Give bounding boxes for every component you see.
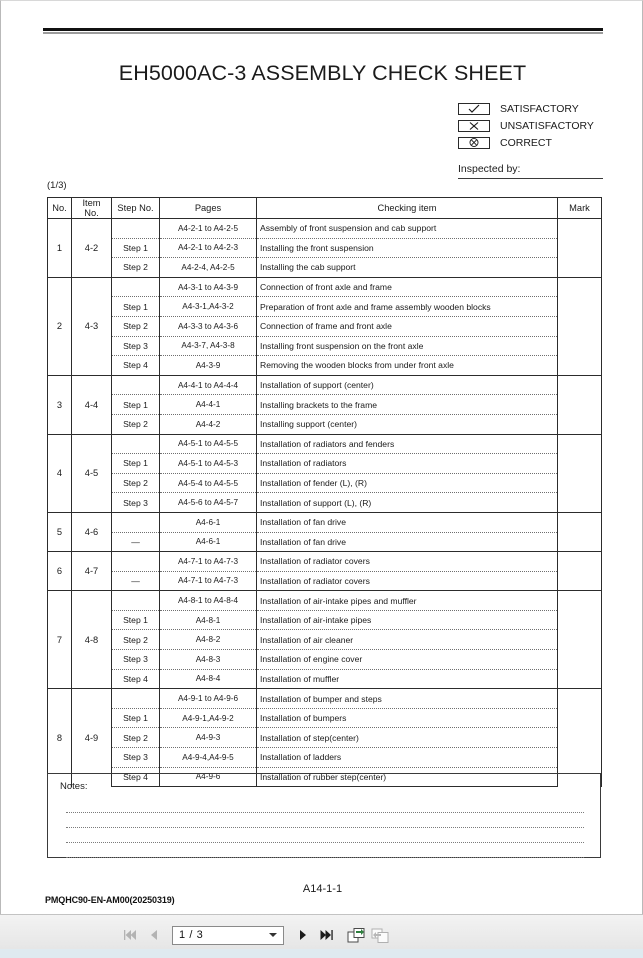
cell-item-no: 4-2 — [72, 219, 112, 278]
cell-pages: A4-3-9 — [160, 356, 257, 376]
note-line[interactable] — [66, 828, 584, 843]
table-row — [48, 316, 602, 336]
notes-label: Notes: — [60, 781, 88, 792]
page-number-input[interactable] — [172, 926, 284, 945]
cell-item-no: 4-8 — [72, 591, 112, 689]
cell-mark[interactable] — [558, 591, 602, 689]
cell-checking-item: Installing the cab support — [257, 258, 558, 278]
cell-pages: A4-9-1,A4-9-2 — [160, 708, 257, 728]
table-row — [48, 297, 602, 317]
column-header-mark: Mark — [558, 198, 602, 219]
table-row — [48, 532, 602, 552]
cell-pages: A4-4-2 — [160, 414, 257, 434]
cell-checking-item: Installation of ladders — [257, 748, 558, 768]
table-row — [48, 571, 602, 591]
table-row — [48, 454, 602, 474]
table-row — [48, 591, 602, 611]
cell-pages: A4-7-1 to A4-7-3 — [160, 571, 257, 591]
cell-pages: A4-8-1 to A4-8-4 — [160, 591, 257, 611]
cell-pages: A4-2-1 to A4-2-5 — [160, 219, 257, 239]
cell-pages: A4-5-4 to A4-5-5 — [160, 473, 257, 493]
cell-step-no: Step 2 — [112, 728, 160, 748]
viewer-toolbar — [0, 914, 643, 958]
next-page-button[interactable] — [290, 924, 314, 946]
table-row — [48, 238, 602, 258]
mark-legend — [458, 101, 608, 152]
cell-step-no: Step 3 — [112, 650, 160, 670]
note-line[interactable] — [66, 843, 584, 858]
cell-pages: A4-3-1 to A4-3-9 — [160, 277, 257, 297]
table-row — [48, 610, 602, 630]
first-page-button[interactable] — [118, 924, 142, 946]
cell-checking-item: Installation of muffler — [257, 669, 558, 689]
cell-checking-item: Installation of radiator covers — [257, 552, 558, 572]
sheet-index-label: (1/3) — [47, 180, 67, 191]
cell-item-no: 4-6 — [72, 512, 112, 551]
page-title: EH5000AC-3 ASSEMBLY CHECK SHEET — [118, 61, 527, 85]
cell-item-no: 4-3 — [72, 277, 112, 375]
cell-step-no: Step 2 — [112, 316, 160, 336]
legend-row-satisfactory — [458, 101, 608, 117]
cell-checking-item: Installation of fender (L), (R) — [257, 473, 558, 493]
cell-step-no: Step 2 — [112, 414, 160, 434]
cell-pages: A4-8-3 — [160, 650, 257, 670]
table-row — [48, 395, 602, 415]
cell-checking-item: Installing front suspension on the front axle — [257, 336, 558, 356]
cell-step-no: Step 1 — [112, 610, 160, 630]
cell-checking-item: Installation of fan drive — [257, 512, 558, 532]
table-row — [48, 689, 602, 709]
cell-pages: A4-2-1 to A4-2-3 — [160, 238, 257, 258]
inspected-by-field: Inspected by: — [458, 163, 603, 179]
cell-pages: A4-8-4 — [160, 669, 257, 689]
cell-pages: A4-4-1 — [160, 395, 257, 415]
cell-step-no — [112, 434, 160, 454]
cell-step-no: — — [112, 571, 160, 591]
cell-step-no — [112, 689, 160, 709]
cell-no: 1 — [48, 219, 72, 278]
note-line[interactable] — [66, 813, 584, 828]
cell-pages: A4-2-4, A4-2-5 — [160, 258, 257, 278]
cell-checking-item: Installation of engine cover — [257, 650, 558, 670]
table-row — [48, 493, 602, 513]
cell-checking-item: Installation of radiators and fenders — [257, 434, 558, 454]
cell-step-no — [112, 552, 160, 572]
column-header-checking: Checking item — [257, 198, 558, 219]
cell-checking-item: Installation of air-intake pipes — [257, 610, 558, 630]
cell-pages: A4-3-1,A4-3-2 — [160, 297, 257, 317]
cell-step-no: Step 3 — [112, 336, 160, 356]
cell-checking-item: Connection of front axle and frame — [257, 277, 558, 297]
cell-pages: A4-6-1 — [160, 512, 257, 532]
cell-item-no: 4-5 — [72, 434, 112, 512]
cell-checking-item: Installation of support (L), (R) — [257, 493, 558, 513]
cell-no: 6 — [48, 552, 72, 591]
cell-checking-item: Connection of frame and front axle — [257, 316, 558, 336]
last-page-button[interactable] — [314, 924, 338, 946]
cell-step-no: Step 4 — [112, 356, 160, 376]
header-rule-thick — [43, 28, 603, 31]
cell-pages: A4-3-3 to A4-3-6 — [160, 316, 257, 336]
cell-step-no: Step 4 — [112, 767, 160, 787]
cell-no: 8 — [48, 689, 72, 787]
cell-mark[interactable] — [558, 277, 602, 375]
cell-item-no: 4-4 — [72, 375, 112, 434]
table-row — [48, 669, 602, 689]
table-row — [48, 414, 602, 434]
page-number-value: 1 / 3 — [179, 929, 204, 941]
cell-step-no — [112, 219, 160, 239]
table-row — [48, 552, 602, 572]
cell-step-no: Step 2 — [112, 473, 160, 493]
next-view-button[interactable] — [368, 924, 392, 946]
cell-checking-item: Installation of rubber step(center) — [257, 767, 558, 787]
cell-mark[interactable] — [558, 434, 602, 512]
column-header-no: No. — [48, 198, 72, 219]
cell-no: 4 — [48, 434, 72, 512]
cell-step-no: Step 1 — [112, 297, 160, 317]
x-mark-icon — [458, 120, 490, 132]
cell-checking-item: Installing brackets to the frame — [257, 395, 558, 415]
page-reference: A14-1-1 — [302, 883, 343, 895]
legend-label-unsatisfactory: UNSATISFACTORY — [500, 119, 594, 132]
cell-pages: A4-5-6 to A4-5-7 — [160, 493, 257, 513]
cell-checking-item: Installation of fan drive — [257, 532, 558, 552]
table-row — [48, 356, 602, 376]
table-row — [48, 512, 602, 532]
cell-mark[interactable] — [558, 552, 602, 591]
cell-step-no: Step 1 — [112, 708, 160, 728]
cell-pages: A4-5-1 to A4-5-3 — [160, 454, 257, 474]
cell-checking-item: Installing the front suspension — [257, 238, 558, 258]
cell-checking-item: Installation of radiators — [257, 454, 558, 474]
cell-mark[interactable] — [558, 512, 602, 551]
cell-step-no: Step 2 — [112, 630, 160, 650]
table-row — [48, 336, 602, 356]
table-row — [48, 708, 602, 728]
cell-mark[interactable] — [558, 219, 602, 278]
cell-step-no — [112, 277, 160, 297]
note-line[interactable] — [66, 798, 584, 813]
cell-checking-item: Installation of air-intake pipes and muffler — [257, 591, 558, 611]
previous-page-button[interactable] — [142, 924, 166, 946]
cell-step-no — [112, 512, 160, 532]
legend-row-correct — [458, 135, 608, 151]
circled-x-mark-icon — [458, 137, 490, 149]
cell-pages: A4-5-1 to A4-5-5 — [160, 434, 257, 454]
cell-step-no: — — [112, 532, 160, 552]
table-row — [48, 375, 602, 395]
cell-no: 5 — [48, 512, 72, 551]
cell-no: 7 — [48, 591, 72, 689]
previous-view-button[interactable] — [344, 924, 368, 946]
cell-checking-item: Installation of air cleaner — [257, 630, 558, 650]
cell-no: 3 — [48, 375, 72, 434]
cell-pages: A4-9-6 — [160, 767, 257, 787]
legend-label-satisfactory: SATISFACTORY — [500, 102, 579, 115]
cell-pages: A4-8-2 — [160, 630, 257, 650]
column-header-item-no: Item No. — [72, 198, 112, 219]
cell-checking-item: Installation of radiator covers — [257, 571, 558, 591]
cell-checking-item: Installation of step(center) — [257, 728, 558, 748]
table-row — [48, 258, 602, 278]
notes-box — [47, 773, 601, 858]
header-rule-thin — [43, 32, 603, 34]
table-row — [48, 650, 602, 670]
cell-item-no: 4-9 — [72, 689, 112, 787]
cell-pages: A4-9-1 to A4-9-6 — [160, 689, 257, 709]
cell-checking-item: Removing the wooden blocks from under front axle — [257, 356, 558, 376]
table-row — [48, 219, 602, 239]
cell-checking-item: Assembly of front suspension and cab support — [257, 219, 558, 239]
chevron-down-icon[interactable] — [269, 933, 277, 937]
cell-checking-item: Preparation of front axle and frame assembly wooden blocks — [257, 297, 558, 317]
cell-item-no: 4-7 — [72, 552, 112, 591]
legend-label-correct: CORRECT — [500, 136, 552, 149]
header-rule — [43, 28, 603, 34]
cell-pages: A4-7-1 to A4-7-3 — [160, 552, 257, 572]
cell-checking-item: Installing support (center) — [257, 414, 558, 434]
table-row — [48, 630, 602, 650]
cell-checking-item: Installation of bumpers — [257, 708, 558, 728]
table-row — [48, 728, 602, 748]
table-row — [48, 748, 602, 768]
column-header-step-no: Step No. — [112, 198, 160, 219]
cell-pages: A4-9-4,A4-9-5 — [160, 748, 257, 768]
cell-step-no: Step 1 — [112, 238, 160, 258]
cell-checking-item: Installation of support (center) — [257, 375, 558, 395]
column-header-pages: Pages — [160, 198, 257, 219]
check-mark-icon — [458, 103, 490, 115]
cell-mark[interactable] — [558, 375, 602, 434]
cell-step-no: Step 3 — [112, 493, 160, 513]
cell-pages: A4-3-7, A4-3-8 — [160, 336, 257, 356]
cell-pages: A4-6-1 — [160, 532, 257, 552]
table-row — [48, 473, 602, 493]
table-header-row — [48, 198, 602, 219]
cell-pages: A4-9-3 — [160, 728, 257, 748]
table-row — [48, 434, 602, 454]
cell-step-no — [112, 375, 160, 395]
assembly-check-table — [47, 197, 602, 787]
cell-no: 2 — [48, 277, 72, 375]
cell-checking-item: Installation of bumper and steps — [257, 689, 558, 709]
cell-step-no: Step 2 — [112, 258, 160, 278]
cell-step-no: Step 4 — [112, 669, 160, 689]
legend-row-unsatisfactory — [458, 118, 608, 134]
cell-step-no: Step 1 — [112, 454, 160, 474]
cell-pages: A4-8-1 — [160, 610, 257, 630]
cell-step-no: Step 3 — [112, 748, 160, 768]
document-code: PMQHC90-EN-AM00(20250319) — [45, 895, 175, 905]
table-row — [48, 277, 602, 297]
cell-step-no — [112, 591, 160, 611]
cell-pages: A4-4-1 to A4-4-4 — [160, 375, 257, 395]
cell-step-no: Step 1 — [112, 395, 160, 415]
